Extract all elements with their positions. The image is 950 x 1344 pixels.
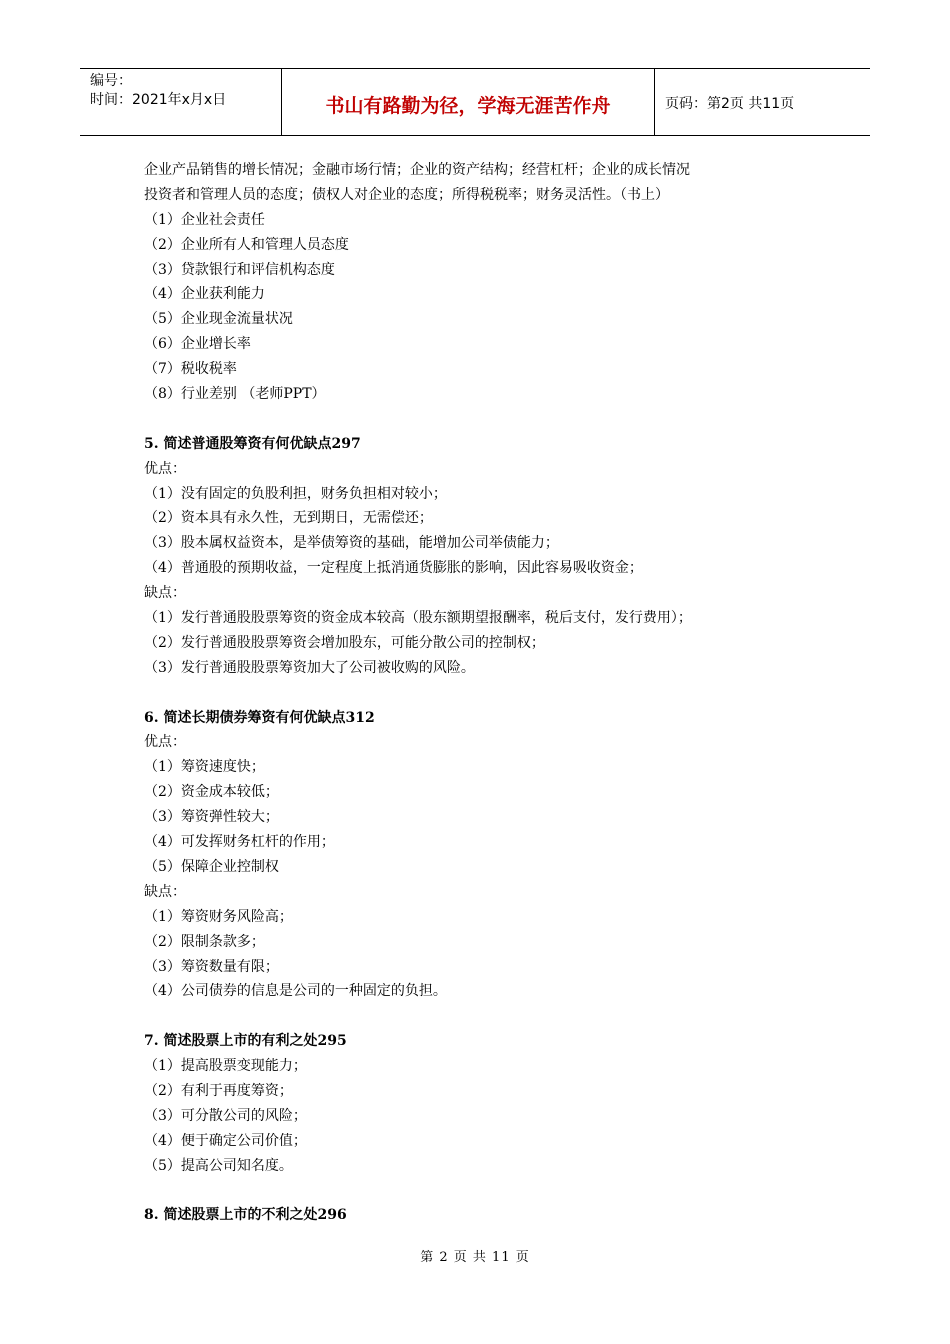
text-line: （2）资金成本较低；: [144, 784, 279, 801]
text-line: （3）股本属权益资本，是举债筹资的基础，能增加公司举债能力；: [144, 535, 559, 552]
document-time-label: 时间：2021年x月x日: [90, 92, 227, 108]
text-line: （2）企业所有人和管理人员态度: [144, 236, 349, 253]
document-body: [144, 158, 844, 1228]
text-line: （8）行业差别 （老师PPT）: [144, 386, 326, 403]
header-page-info: 页码：第2页 共11页: [665, 96, 795, 112]
text-line: （2）限制条款多；: [144, 933, 265, 950]
text-line: 企业产品销售的增长情况；金融市场行情；企业的资产结构；经营杠杆；企业的成长情况: [144, 162, 690, 178]
text-line: （2）有利于再度筹资；: [144, 1082, 293, 1099]
text-line: 缺点：: [144, 585, 186, 602]
text-line: （1）发行普通股股票筹资的资金成本较高（股东额期望报酬率，税后支付，发行费用）；: [144, 610, 692, 627]
text-line: （1）提高股票变现能力；: [144, 1058, 307, 1075]
text-line: （7）税收税率: [144, 361, 237, 378]
text-line: （1）没有固定的负股利担，财务负担相对较小；: [144, 485, 447, 502]
text-line: （3）筹资数量有限；: [144, 958, 279, 975]
page-header: [80, 68, 870, 136]
text-line: （3）贷款银行和评信机构态度: [144, 261, 335, 278]
text-line: （4）公司债券的信息是公司的一种固定的负担。: [144, 983, 447, 1000]
text-line: （3）发行普通股股票筹资加大了公司被收购的风险。: [144, 659, 475, 676]
text-line: （5）保障企业控制权: [144, 858, 279, 875]
text-line: （6）企业增长率: [144, 336, 251, 353]
text-line: 优点：: [144, 734, 186, 751]
text-line: （5）提高公司知名度。: [144, 1157, 293, 1174]
text-line: （5）企业现金流量状况: [144, 311, 293, 328]
text-line: （3）筹资弹性较大；: [144, 809, 279, 826]
document-number-label: 编号：: [90, 73, 132, 89]
text-line: 投资者和管理人员的态度；债权人对企业的态度；所得税税率；财务灵活性。（书上）: [144, 186, 669, 203]
header-motto: 书山有路勤为径，学海无涯苦作舟: [282, 69, 655, 135]
text-line: 优点：: [144, 460, 186, 477]
page-footer: 第 2 页 共 11 页: [420, 1250, 530, 1265]
section-heading: 6. 简述长期债券筹资有何优缺点312: [144, 709, 375, 726]
text-line: （4）便于确定公司价值；: [144, 1132, 307, 1149]
section-heading: 5. 简述普通股筹资有何优缺点297: [144, 435, 361, 452]
text-line: （3）可分散公司的风险；: [144, 1107, 307, 1124]
text-line: （4）企业获利能力: [144, 286, 265, 303]
text-line: （1）企业社会责任: [144, 211, 265, 228]
text-line: （2）资本具有永久性，无到期日，无需偿还；: [144, 510, 433, 527]
blank-line: [144, 407, 844, 432]
text-line: （1）筹资速度快；: [144, 759, 265, 776]
text-line: 缺点：: [144, 883, 186, 900]
section-heading: 7. 简述股票上市的有利之处295: [144, 1033, 347, 1050]
header-meta-cell: [80, 69, 282, 135]
text-line: （2）发行普通股股票筹资会增加股东，可能分散公司的控制权；: [144, 634, 545, 651]
text-line: （4）普通股的预期收益，一定程度上抵消通货膨胀的影响，因此容易吸收资金；: [144, 560, 643, 577]
text-line: （1）筹资财务风险高；: [144, 908, 293, 925]
blank-line: [144, 1179, 844, 1204]
blank-line: [144, 681, 844, 706]
text-line: （4）可发挥财务杠杆的作用；: [144, 834, 335, 851]
section-heading: 8. 简述股票上市的不利之处296: [144, 1207, 347, 1224]
blank-line: [144, 1004, 844, 1029]
